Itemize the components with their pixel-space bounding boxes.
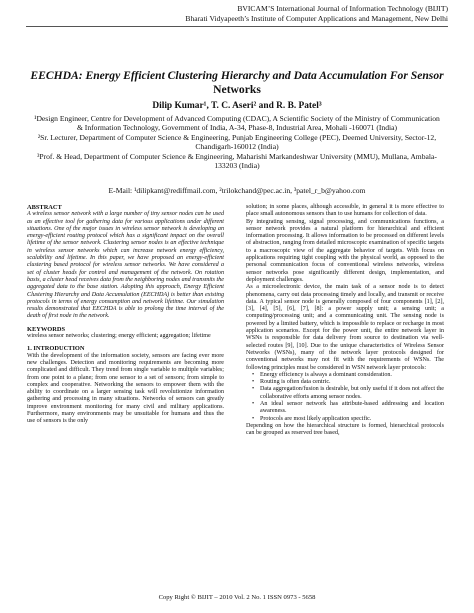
list-item: • Energy efficiency is always a dominant consideration. <box>260 372 444 379</box>
affiliation-2: ²Sr. Lecturer, Department of Computer Science & Engineering, Punjab Engineering College (PEC), Deemed University, Sector-12, Chandigarh-160012 (India) <box>37 132 437 152</box>
affiliations <box>34 114 440 170</box>
journal-name: BVICAM’S International Journal of Information Technology (BIJIT) <box>237 4 448 13</box>
paper-title <box>30 69 444 97</box>
header-rule <box>26 26 448 27</box>
paragraph: solution; in some places, although accessible, in general it is more effective to place small autonomous sensors than to use humans for collection of data. <box>246 204 444 218</box>
author-list: Dilip Kumar¹, T. C. Aseri² and R. B. Patel³ <box>152 101 322 111</box>
keywords-heading: KEYWORDS <box>27 325 65 333</box>
author-emails: E-Mail: ¹dilipkant@rediffmail.com, ²trilokchand@pec.ac.in, ³patel_r_b@yahoo.com <box>108 186 366 195</box>
abstract-heading: ABSTRACT <box>27 204 62 211</box>
abstract-text: A wireless sensor network with a large number of tiny sensor nodes can be used as an effective tool for gathering data for various applications under different situations. One of the major issues in wireless sensor network is developing an energy-efficient routing protocol which has a significant impact on the overall lifetime of the sensor network. Clustering sensor nodes is an effective technique in wireless sensor networks which can increase network energy efficiency, scalability and lifetime. In this paper, we have proposed an energy-efficient clustering based protocol for wireless sensor networks. We have considered a set of cluster heads for control and management of the network. On rotation basis, a cluster head receives data from the neighboring nodes and transmits the aggregated data to the base station. Adopting this approach, Energy Efficient Clustering Hierarchy and Data Accumulation (EECHDA) is better than existing protocols in terms of energy consumption and network lifetime. Our simulation results demonstrated that EECHDA is able to prolong the time interval of the death of first node in the network. <box>27 211 224 320</box>
affiliation-1: ¹Design Engineer, Centre for Development of Advanced Computing (CDAC), A Scientific Society of the Ministry of Communication & Information Technology, Government of India, A-34, Phase-8, Industrial Area, Mohali -160071 (India) <box>34 114 440 133</box>
institute-name: Bharati Vidyapeeth’s Institute of Computer Applications and Management, New Delhi <box>185 14 448 23</box>
paragraph: By integrating sensing, signal processing, and communications functions, a sensor network provides a natural platform for hierarchical and efficient information processing. It allows information to be processed on different levels of abstraction, ranging from detailed microscopic examination of specific targets to a macroscopic view of the aggregate behavior of targets. With focus on applications requiring tight coupling with the physical world, as opposed to the personal communication focus of conventional wireless networks, wireless sensor networks pose significantly different design, implementation, and deployment challenges. <box>246 218 444 283</box>
journal-header <box>185 4 448 24</box>
paragraph: Depending on how the hierarchical structure is formed, hierarchical protocols can be grouped as reserved tree based, <box>246 422 444 437</box>
principles-list <box>246 372 444 423</box>
introduction-text: With the development of the information society, sensors are facing ever more new challenges. Detection and monitoring requirements are becoming more complicated and difficult. They trend from single variable to multiple variables; from one point to a plane; from one sensor to a set of sensors; from simple to complex and cooperative. Networking the sensors to empower them with the ability to coordinate on a larger sensing task will revolutionize information gathering and processing in many situations. Networks of sensors can greatly improve environment monitoring for many civil and military applications. Furthermore, many environments may be unsuitable for humans and thus the use of sensors is the only <box>27 352 224 425</box>
keywords-text: wireless sensor networks; clustering; energy efficient; aggregation; lifetime <box>27 333 211 340</box>
left-column <box>27 204 224 426</box>
paper-title-line1: EECHDA: Energy Efficient Clustering Hierarchy and Data Accumulation For Sensor <box>30 69 444 82</box>
list-item: • Data aggregation/fusion is desirable, but only useful if it does not affect the collaborative efforts among sensor nodes. <box>260 386 444 401</box>
list-item: • An ideal sensor network has attribute-based addressing and location awareness. <box>260 401 444 416</box>
affiliation-3: ³Prof. & Head, Department of Computer Science & Engineering, Maharishi Markandeshwar University (MMU), Mullana, Ambala-133203 (India) <box>37 151 437 171</box>
page-footer: Copy Right © BIJIT – 2010 Vol. 2 No. 1 ISSN 0973 - 5658 <box>158 594 316 601</box>
introduction-heading: 1. INTRODUCTION <box>27 345 85 353</box>
right-column <box>246 204 444 438</box>
paper-title-line2: Networks <box>213 83 261 96</box>
list-item: • Routing is often data centric. <box>260 379 444 386</box>
paragraph: As a microelectronic device, the main task of a sensor node is to detect phenomena, carry out data processing timely and locally, and transmit or receive data. A typical sensor node is generally composed of four components [1], [2], [3], [4], [5], [6], [7], [8]: a power supply unit; a sensing unit; a computing/processing unit; and a communicating unit. The sensing node is powered by a limited battery, which is impossible to replace or recharge in most application scenarios. Except for the power unit, the entire network layer in WSNs is responsible for data delivery from source to destination via well-selected routes [9], [10]. Due to the unique characteristics of Wireless Sensor Networks (WSNs), many of the network layer protocols designed for conventional networks may not fit with the requirements of WSNs. The following principles must be considered in WSN network layer protocols: <box>246 284 444 371</box>
list-item: • Protocols are most likely application specific. <box>260 416 444 423</box>
